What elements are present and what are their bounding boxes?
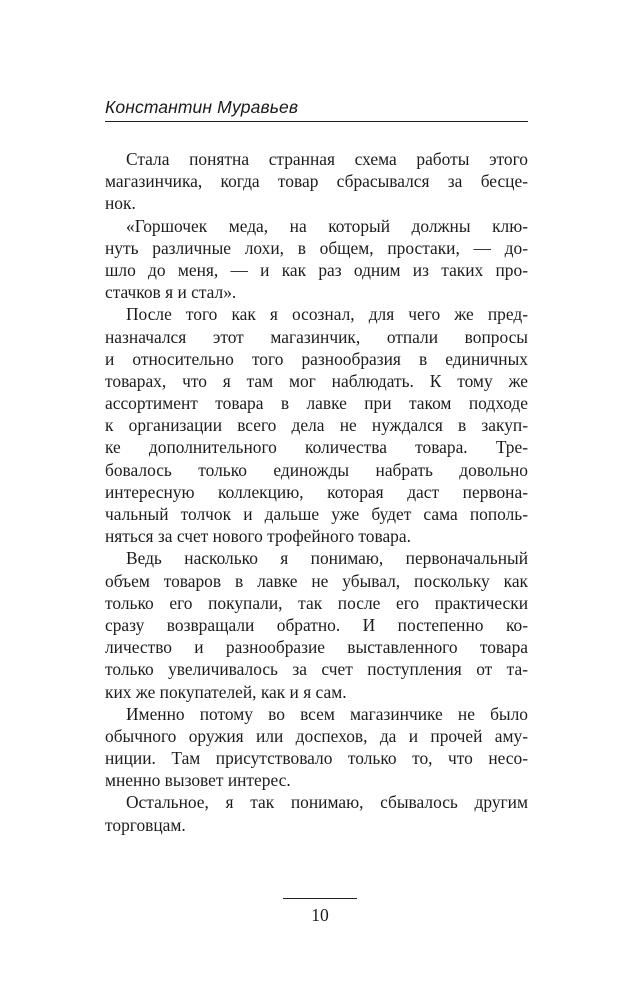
header-rule — [105, 121, 528, 122]
text-line: ниции. Там присутствовало только то, что несо- — [105, 748, 528, 769]
text-line: ких же покупателей, как и я сам. — [105, 681, 347, 702]
text-line: нуть различные лохи, в общем, простаки, — до- — [105, 237, 528, 258]
text-line: стачков я и стал». — [105, 282, 237, 303]
text-line: бовалось только единожды набрать довольно — [105, 459, 528, 480]
text-line: Остальное, я так понимаю, сбывалось другим — [126, 792, 528, 813]
text-line: «Горшочек меда, на который должны клю- — [126, 215, 528, 236]
text-line: интересную коллекцию, которая даст первона- — [105, 481, 528, 502]
text-line: ке дополнительного количества товара. Тре- — [105, 437, 528, 458]
text-line: чальный толчок и дальше уже будет сама пополь- — [105, 504, 528, 524]
text-line: няться за счет нового трофейного товара. — [105, 526, 411, 547]
text-line: Стала понятна странная схема работы этого — [126, 149, 528, 169]
text-line: товарах, что я там мог наблюдать. К тому же — [105, 370, 528, 391]
text-line: объем товаров в лавке не убывал, поскольку как — [105, 570, 528, 591]
paragraph — [105, 547, 528, 702]
body-text — [105, 148, 528, 836]
paragraph — [105, 703, 528, 792]
text-line: Именно потому во всем магазинчике не было — [126, 703, 528, 724]
text-line: мненно вызовет интерес. — [105, 770, 291, 791]
page-number: 10 — [311, 905, 329, 925]
paragraph — [105, 791, 528, 835]
text-line: только его покупали, так после его практически — [105, 592, 528, 613]
paragraph — [105, 215, 528, 304]
text-line: магазинчика, когда товар сбрасывался за бесце- — [105, 171, 528, 192]
paragraph — [105, 148, 528, 215]
paragraph — [105, 303, 528, 547]
text-line: и относительно того разнообразия в единичных — [105, 348, 528, 369]
running-head-author: Константин Муравьев — [105, 97, 299, 117]
text-line: торговцам. — [105, 814, 186, 835]
text-line: обычного оружия или доспехов, да и прочей аму- — [105, 725, 528, 746]
text-line: ассортимент товара в лавке при таком подходе — [105, 393, 528, 414]
text-line: назначался этот магазинчик, отпали вопросы — [105, 326, 528, 347]
text-line: к организации всего дела не нуждался в закуп- — [105, 415, 528, 436]
text-line: Ведь насколько я понимаю, первоначальный — [126, 548, 528, 569]
text-line: сразу возвращали обратно. И постепенно ко- — [105, 614, 528, 635]
text-line: только увеличивалось за счет поступления от та- — [105, 659, 528, 680]
text-line: После того как я осознал, для чего же пред- — [126, 304, 528, 325]
text-line: личество и разнообразие выставленного товара — [105, 637, 528, 658]
text-line: нок. — [105, 193, 136, 214]
text-line: шло до меня, — и как раз одним из таких про- — [105, 259, 528, 280]
page-number-rule — [283, 898, 357, 899]
